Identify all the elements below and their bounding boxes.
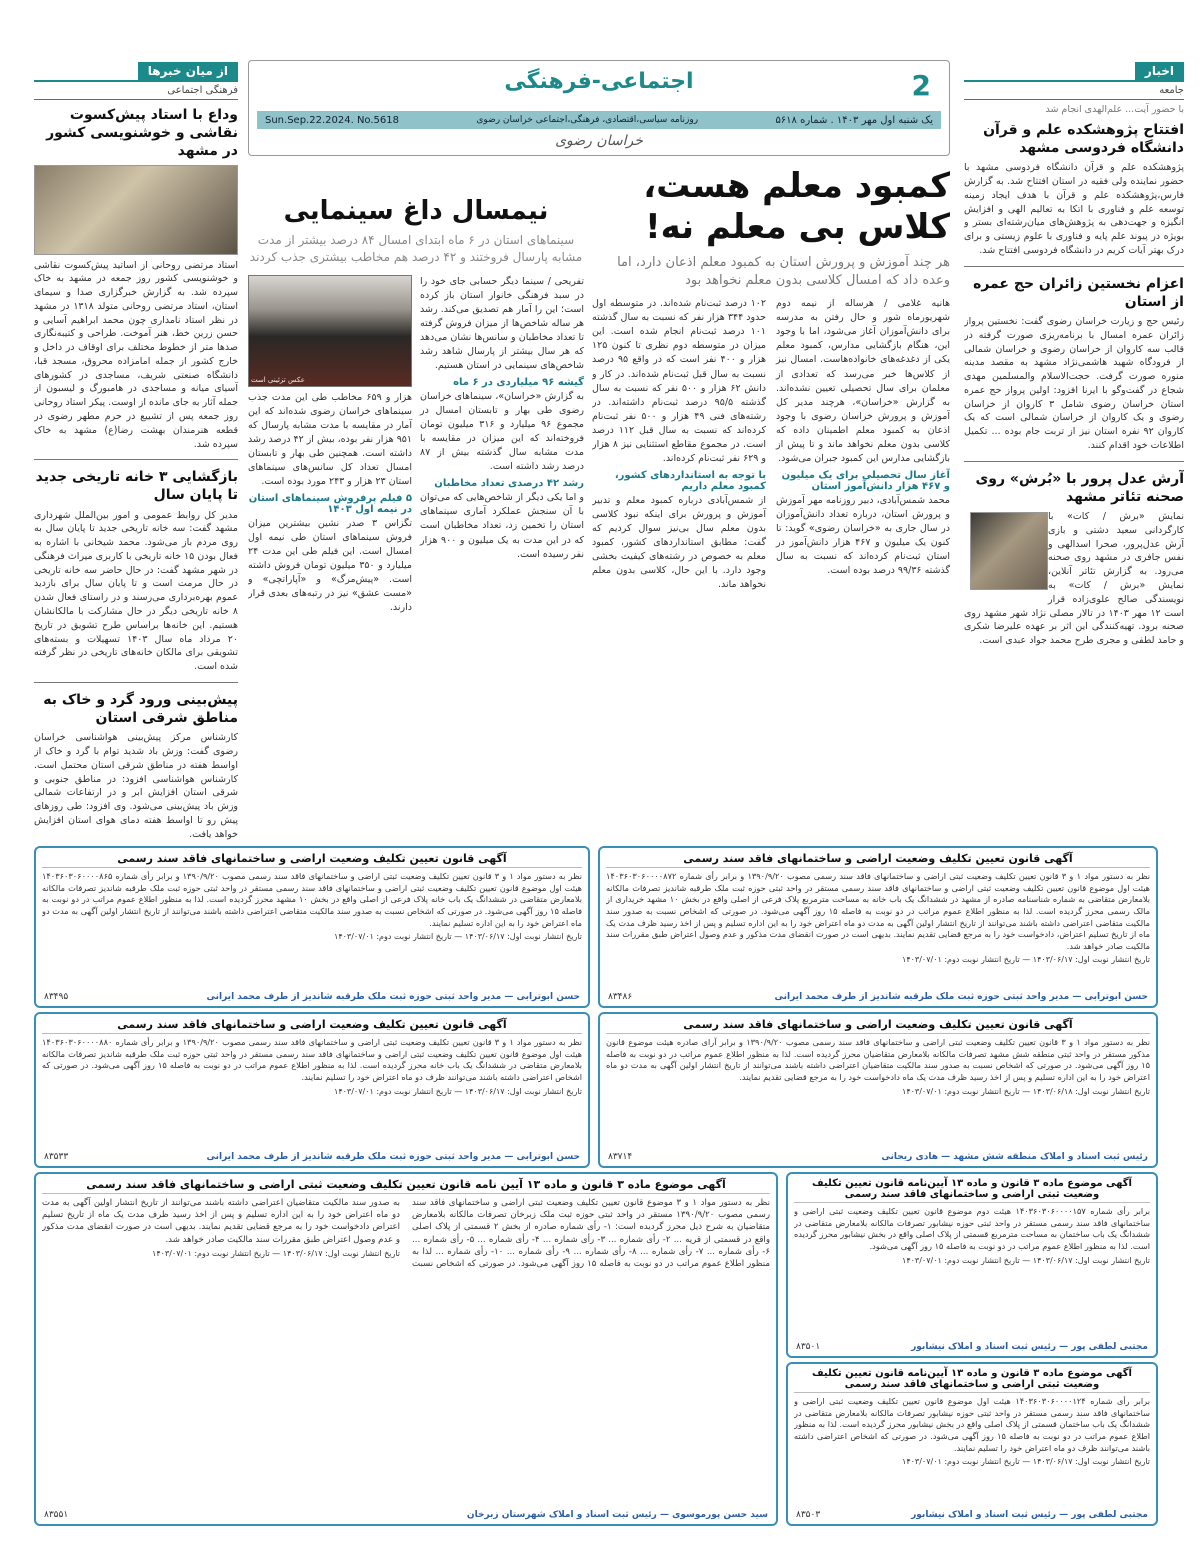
article-subhead: ۵ فیلم پرفروش سینماهای استان در نیمه اول ۱۴۰۳: [248, 493, 412, 516]
article-body: از شمس‌آبادی درباره کمبود معلم و تدبیر آموزش و پرورش برای اینکه نبود کلاسی بدون معلم سال بی‌نیز سوال کردیم که گفت: مطابق استانداردهای کشور، کمبود معلم به خصوص در رشته‌های کیفیت بخشی وجود دارد. با این حال، کلاسی بدون معلم نخواهد ماند.: [592, 494, 766, 591]
article-subhead: آغاز سال تحصیلی برای یک میلیون و ۴۶۷ هزار دانش‌آموز استان: [781, 469, 950, 492]
ad-signer: رئیس ثبت اسناد و املاک منطقه شش مشهد — هادی ریحانی: [881, 1152, 1148, 1162]
ad-dates: تاریخ انتشار نوبت اول: ۱۴۰۳/۰۶/۱۸ — تاریخ انتشار نوبت دوم: ۱۴۰۳/۰۷/۰۱: [902, 1086, 1150, 1096]
article-subhead: رشد ۴۲ درصدی تعداد مخاطبان: [434, 478, 584, 490]
ad-signer: مجتبی لطفی پور — رئیس ثبت اسناد و املاک نیشابور: [911, 1342, 1148, 1352]
ad-signer: حسن ابوترابی — مدیر واحد ثبتی حوزه ثبت ملک طرقبه شاندیز از طرف محمد ایرانی: [206, 1152, 580, 1162]
right-news-column: [964, 60, 1184, 840]
ad-dates: تاریخ انتشار نوبت اول: ۱۴۰۳/۰۶/۱۷ — تاریخ انتشار نوبت دوم: ۱۴۰۳/۰۷/۰۱: [334, 1086, 582, 1096]
main-headline-2: کلاس بی معلم نه!: [645, 206, 950, 247]
news-headline: آرش عدل پرور با «بُرش» روی صحنه تئاتر مشهد: [975, 470, 1184, 505]
ad-body: نظر به دستور مواد ۱ و ۳ قانون تعیین تکلیف وضعیت ثبتی اراضی و ساختمانهای فاقد سند رسمی مصوب ۱۳۹۰/۹/۲۰ و برابر رأی شماره ۱۴۰۳۶۰۳۰۶۰۰۰۰۸۷۲ هیئت اول موضوع قانون تعیین تکلیف وضعیت ثبتی اراضی و ساختمانهای فاقد سند رسمی مستقر در واحد ثبتی حوزه ثبت ملک طرقبه شاندیز تصرفات مالکانه بلامعارض متقاضی به شماره شناسنامه صادره از مشهد در ششدانگ یک باب خانه به مساحت مترمربع پلاک فرعی از اصلی واقع در بخش ۱۰ مشهد خریداری از مالک رسمی محرز گردیده است. لذا به منظور اطلاع عموم مراتب در دو نوبت به فاصله ۱۵ روز آگهی می‌شود. در صورتی که اشخاص نسبت به صدور سند مالکیت متقاضی اعتراضی داشته باشند می‌توانند از تاریخ انتشار اولین آگهی به مدت دو ماه اعتراض خود را به این اداره تسلیم و پس از اخذ رسید ظرف مدت یک ماه از تاریخ تسلیم اعتراض، دادخواست خود را به مرجع قضایی تقدیم نمایند. بدیهی است در صورت انقضای مدت مذکور و عدم وصول اعتراض طبق مقررات سند مالکیت صادر خواهد شد. تاریخ انتشار نوبت اول: ۱۴۰۳/۰۶/۱۷ — تاریخ انتشار نوبت دوم: ۱۴۰۳/۰۷/۰۱: [606, 871, 1150, 965]
artist-photo: [34, 165, 238, 255]
news-headline: وداع با استاد پیش‌کسوت نقاشی و خوشنویسی کشور در مشهد: [46, 107, 238, 160]
ad-code: ۸۳۵۰۱: [796, 1342, 821, 1352]
masthead: [248, 60, 950, 156]
article-body: ۱۰۲ درصد ثبت‌نام شده‌اند. در متوسطه اول حدود ۳۴۴ هزار نفر که نسبت به سال گذشته ۱۰۱ درصد ثبت‌نام انجام شده است. این میزان در متوسطه دوم نظری تا کنون ۱۲۵ هزار و ۴۰۰ نفر است که در واقع ۹۵ درصد نسبت به سال قبل ثبت‌نام شده‌اند. در کار و دانش ۶۲ هزار و ۵۰۰ نفر که نسبت به سال گذشته ۹۵/۵ درصد ثبت‌نام داشته‌اند. در رشته‌های فنی ۴۹ هزار و ۵۰۰ نفر ثبت‌نام کرده‌اند که نسبت به سال قبل ۱۱۲ درصد است. در مجموع مقاطع استثنایی نیز ۸ هزار و ۶۲۹ نفر ثبت‌نام کرده‌اند.: [592, 298, 767, 464]
legal-ad: [34, 846, 590, 1008]
article-body: تفریحی / سینما دیگر حسابی جای خود را در سبد فرهنگی خانوار استان باز کرده است؛ این را آمار هم تصدیق می‌کند. رشد هر ساله شاخص‌ها از میزان فروش گرفته تا تعداد مخاطبان و سانس‌ها نشان می‌دهد که هر سال بیشتر از پارسال شاهد رشد شاخص‌های سینمایی در استان هستیم.: [420, 275, 584, 372]
ad-title: آگهی موضوع ماده ۳ قانون و ماده ۱۳ آیین‌نامه قانون تعیین تکلیف وضعیت ثبتی اراضی و ساختمانهای فاقد سند رسمی: [794, 1368, 1150, 1393]
masthead-date: یک شنبه اول مهر ۱۴۰۳ . شماره ۵۶۱۸: [775, 114, 933, 126]
news-headline: افتتاح پژوهشکده علم و قرآن دانشگاه فردوسی مشهد: [983, 122, 1184, 157]
ad-title: آگهی موضوع ماده ۳ قانون و ماده ۱۳ آیین‌نامه قانون تعیین تکلیف وضعیت ثبتی اراضی و ساختمانهای فاقد سند رسمی: [794, 1178, 1150, 1203]
main-article: [592, 166, 950, 836]
legal-ad: [598, 846, 1158, 1008]
article-body: محمد شمس‌آبادی، دبیر روزنامه مهر آموزش و پرورش استان، درباره تعداد دانش‌آموزان در سال جاری به «خراسان رضوی» گوید: تا کنون یک میلیون و ۴۶۷ هزار دانش‌آموز در استان ثبت‌نام کرده‌اند که نسبت به سال گذشته ۹۹/۳۶ درصد بوده است.: [776, 494, 950, 577]
cinema-headline: نیمسال داغ سینمایی: [283, 196, 549, 226]
article-subhead: با توجه به استانداردهای کشور، کمبود معلم داریم: [614, 469, 766, 492]
ad-body: برابر رأی شماره ۱۴۰۳۶۰۳۰۶۰۰۰۰۱۲۴ هیئت اول موضوع قانون تعیین تکلیف وضعیت ثبتی اراضی و ساختمانهای فاقد سند رسمی مستقر در واحد ثبتی حوزه نیشابور تصرفات مالکانه بلامعارض متقاضی در ششدانگ یک باب ساختمان قسمتی از پلاک اصلی واقع در بخش نیشابور محرز گردیده است. لذا به منظور اطلاع عموم مراتب در دو نوبت به فاصله ۱۵ روز آگهی می‌شود. در صورتی که اشخاص اعتراضی داشته باشند می‌توانند ظرف دو ماه اعتراض خود را تسلیم نمایند. تاریخ انتشار نوبت اول: ۱۴۰۳/۰۶/۱۷ — تاریخ انتشار نوبت دوم: ۱۴۰۳/۰۷/۰۱: [794, 1396, 1150, 1467]
actor-photo: [970, 512, 1048, 590]
news-headline: اعزام نخستین زائران حج عمره از استان: [973, 275, 1184, 310]
news-body: کارشناس مرکز پیش‌بینی هواشناسی خراسان رضوی گفت: وزش باد شدید توام با گرد و خاک از اواسط هفته در مناطق شرقی استان محتمل است. کارشناس هواشناسی افزود: در مناطق جنوبی و شرقی استان افزایش ابر و در ارتفاعات شمالی وزش باد پیش‌بینی می‌شود. وی افزود: طی روزهای پیش رو تا اواسط هفته دمای هوای استان افزایش خواهد یافت.: [34, 732, 238, 840]
article-body: تگزاس ۳ صدر نشین بیشترین میزان فروش سینماهای استان طی نیمه اول امسال است. این فیلم طی این مدت ۲۴ میلیارد و ۳۵۰ میلیون تومان فروش داشته است. «پیش‌مرگ» و «آپاراتچی» و «مست عشق» نیز در رتبه‌های بعدی قرار دارند.: [248, 518, 413, 614]
divider: [34, 682, 238, 683]
section-tab: از میان خبرها: [138, 62, 238, 80]
article-body: هانیه غلامی / هرساله از نیمه دوم شهریورماه شور و حال رفتن به مدرسه برای دانش‌آموزان آغاز می‌شود، اما با وجود این، هنگام بازگشایی مدارس، کمبود معلم یکی از دغدغه‌های خانواده‌هاست. امسال نیز از کلاس‌ها خبر می‌رسد که تعدادی از معلمان برای سال تحصیلی تعیین نشده‌اند. به گزارش «خراسان»، هرچند مدیر کل آموزش و پرورش خراسان رضوی با وجود اذعان به کمبود معلم اطمینان داده که کلاسی بدون معلم نخواهد ماند و تا پیش از بازگشایی مدارس این کمبود جبران می‌شود.: [776, 298, 950, 464]
ad-code: ۸۳۵۳۳: [44, 1152, 69, 1162]
ad-dates: تاریخ انتشار نوبت اول: ۱۴۰۳/۰۶/۱۷ — تاریخ انتشار نوبت دوم: ۱۴۰۳/۰۷/۰۱: [152, 1248, 400, 1258]
article-body: به گزارش «خراسان»، سینماهای خراسان رضوی طی بهار و تابستان امسال در مجموع ۹۶ میلیارد و ۳۱۶ میلیون تومان فروخته‌اند که این میزان در مقایسه با مدت مشابه سال گذشته بیش از ۸۷ درصد رشد داشته است.: [420, 391, 584, 473]
section-subtitle: جامعه: [964, 82, 1184, 100]
masthead-band: [257, 111, 941, 129]
ad-body: نظر به دستور مواد ۱ و ۳ قانون تعیین تکلیف وضعیت ثبتی اراضی و ساختمانهای فاقد سند رسمی مصوب ۱۳۹۰/۹/۲۰ و برابر آرای صادره هیئت موضوع قانون مذکور مستقر در واحد ثبتی منطقه شش مشهد تصرفات مالکانه بلامعارض متقاضیان محرز گردیده است. لذا به منظور اطلاع عموم مراتب در دو نوبت به فاصله ۱۵ روز آگهی می‌شود. در صورتی که اشخاص نسبت به صدور سند مالکیت متقاضیان اعتراضی داشته باشند می‌توانند از تاریخ انتشار اولین آگهی به مدت دو ماه اعتراض خود را به این اداره تسلیم و پس از اخذ رسید ظرف مدت یک ماه دادخواست خود را به مرجع قضایی تقدیم نمایند. تاریخ انتشار نوبت اول: ۱۴۰۳/۰۶/۱۸ — تاریخ انتشار نوبت دوم: ۱۴۰۳/۰۷/۰۱: [606, 1037, 1150, 1096]
ad-title: آگهی قانون تعیین تکلیف وضعیت اراضی و ساختمانهای فاقد سند رسمی: [606, 852, 1150, 868]
news-body: استاد مرتضی روحانی از اساتید پیش‌کسوت نقاشی و خوشنویسی کشور روز جمعه در مشهد به خاک سپرده شد. به گزارش خبرگزاری صدا و سیمای استان، استاد مرتضی روحانی متولد ۱۳۱۸ در مشهد در نظر استاد نامداری چون محمد ابراهیم آسایی و حسن زرین خط، هنر آموخت. طراحی و کتیبه‌نگاری صدها متر از خطوط مختلف برای اوقاف در داخل و خارج کشور از جمله امامزاده محروق، مسجد قبا، دانشگاه صنعتی شریف، مساجدی در کشورهای آسیای میانه و مساجدی در هامبورگ و لیسبون از جمله آثار به جای مانده از اوست. پیکر استاد روحانی روز جمعه پس از تشییع در حرم مطهر رضوی در قطعه هنرمندان بهشت رضا(ع) مشهد به خاک سپرده شد.: [34, 259, 238, 450]
left-news-column: [34, 60, 238, 840]
news-headline: بازگشایی ۳ خانه تاریخی جدید تا پایان سال: [35, 469, 238, 504]
ad-code: ۸۳۷۱۴: [608, 1152, 633, 1162]
cinema-lead: سینماهای استان در ۶ ماه ابتدای امسال ۸۴ درصد بیشتر از مدت مشابه پارسال فروختند و ۴۲ درصد هم مخاطب بیشتری جذب کردند: [249, 233, 583, 265]
article-body: و اما یکی دیگر از شاخص‌هایی که می‌توان با آن سنجش عملکرد آماری سینماهای استان را تخمین زد، تعداد مخاطبان است که در این مدت به یک میلیون و ۹۰۰ هزار نفر رسیده است.: [420, 492, 584, 560]
section-tab: اخبار: [1135, 62, 1184, 80]
legal-ad: [34, 1012, 590, 1168]
ad-title: آگهی موضوع ماده ۳ قانون و ماده ۱۳ آیین نامه قانون تعیین تکلیف وضعیت ثبتی اراضی و ساختمانهای فاقد سند رسمی: [42, 1178, 770, 1194]
masthead-tagline: روزنامه سیاسی،اقتصادی، فرهنگی،اجتماعی خراسان رضوی: [476, 115, 699, 125]
ad-dates: تاریخ انتشار نوبت اول: ۱۴۰۳/۰۶/۱۷ — تاریخ انتشار نوبت دوم: ۱۴۰۳/۰۷/۰۱: [902, 955, 1150, 965]
ad-title: آگهی قانون تعیین تکلیف وضعیت اراضی و ساختمانهای فاقد سند رسمی: [42, 852, 582, 868]
news-body: پژوهشکده علم و قرآن دانشگاه فردوسی مشهد با حضور نماینده ولی فقیه در استان افتتاح شد. به گزارش فارس،پژوهشکده علم و قرآن با هدف ایجاد زمینه توسعه علم و فناوری با اتکا به تعالیم الهی و افزایش انگیزه و جهت‌دهی به پژوهش‌های میان‌رشته‌ای بستر و بویژه در پیوند علم پایه و فناوری با علوم زیستی و برای درک بهتر آیات کریم در دانشگاه فردوسی افتتاح شد.: [964, 162, 1184, 256]
legal-ad: [34, 1172, 778, 1526]
article-body: هزار و ۶۵۹ مخاطب طی این مدت جذب سینماهای خراسان رضوی شده‌اند که این آمار در مقایسه با مدت مشابه پارسال که ۹۵۱ هزار نفر بوده، بیش از ۴۲ درصد رشد داشته است. همچنین طی بهار و تابستان امسال تعداد کل سانس‌های سینماهای استان ۲۳ هزار و ۲۴۳ مورد بوده است.: [248, 391, 412, 488]
cinema-article: [248, 196, 584, 836]
ad-signer: حسن ابوترابی — مدیر واحد ثبتی حوزه ثبت ملک طرقبه شاندیز از طرف محمد ایرانی: [206, 992, 580, 1002]
news-body: نمایش «برش / کات» با کارگردانی سعید دشتی و بازی آرش عدل‌پرور، صحرا اسدالهی و نفس جافری در مشهد روی صحنه می‌رود. به گزارش تئاتر آنلاین، نمایش «برش / کات» به نویسندگی صالح علوی‌زاده قرار است ۱۲ مهر ۱۴۰۳ در تالار مصلی نژاد شهر مشهد روی صحنه برود. تهیه‌کنندگی این اثر بر عهده علیرضا شکری و حامد لطفی و مجری طرح محمد جواد عبدی است.: [964, 511, 1184, 647]
news-headline: پیش‌بینی ورود گرد و خاک به مناطق شرقی استان: [43, 691, 238, 727]
article-subhead: گیشه ۹۶ میلیاردی در ۶ ماه: [453, 377, 584, 389]
ad-code: ۸۳۵۵۱: [44, 1510, 69, 1520]
page-number: 2: [911, 69, 931, 102]
ad-title: آگهی قانون تعیین تکلیف وضعیت اراضی و ساختمانهای فاقد سند رسمی: [606, 1018, 1150, 1034]
news-body: رئیس حج و زیارت خراسان رضوی گفت: نخستین پرواز زائران عمره امسال با برنامه‌ریزی صورت گرفته در قالب سه کاروان از خراسان رضوی و خراسان شمالی از فرودگاه شهید هاشمی‌نژاد مشهد به مقصد مدینه منوره صورت گرفت. حجت‌الاسلام والمسلمین مهدی شجاع در گفت‌وگو با ایرنا افزود: اولین پرواز حج عمره استان خراسان رضوی شامل ۳ کاروان از خراسان رضوی و یک کاروان از خراسان شمالی است که یک کاروان ۹۲ نفره استان نیز از تربت جام بوده ... تکمیل اطلاعات خود اقدام کنند.: [964, 316, 1184, 451]
main-lead: هر چند آموزش و پرورش استان به کمبود معلم اذعان دارد، اما وعده داد که امسال کلاسی بدون معلم نخواهد بود: [617, 254, 950, 289]
divider: [964, 461, 1184, 462]
ad-body: نظر به دستور مواد ۱ و ۳ موضوع قانون تعیین تکلیف وضعیت ثبتی اراضی و ساختمانهای فاقد سند رسمی مصوب ۱۳۹۰/۹/۲۰ مستقر در واحد ثبتی حوزه ثبت ملک زبرخان تصرفات مالکانه بلامعارض متقاضیان به شرح ذیل محرز گردیده است: ۱- رأی شماره صادره از بخش ۲ قسمتی از پلاک اصلی واقع در قسمتی از قریه ... ۲- رأی شماره ... ۳- رأی شماره ... ۴- رأی شماره ... ۵- رأی شماره ... ۶- رأی شماره ... ۷- رأی شماره ... ۸- رأی شماره ... ۹- رأی شماره ... ۱۰- رأی شماره ... لذا به منظور اطلاع عموم مراتب در دو نوبت به فاصله ۱۵ روز آگهی می‌شود. در صورتی که اشخاص نسبت به صدور سند مالکیت متقاضیان اعتراضی داشته باشند می‌توانند از تاریخ انتشار اولین آگهی به مدت دو ماه اعتراض خود را به این اداره تسلیم و پس از اخذ رسید ظرف مدت یک ماه از تاریخ تسلیم اعتراض دادخواست خود را به مرجع قضایی تقدیم نمایند. بدیهی است در صورت انقضای مدت مذکور و عدم وصول اعتراض طبق مقررات سند مالکیت صادر خواهد شد. تاریخ انتشار نوبت اول: ۱۴۰۳/۰۶/۱۷ — تاریخ انتشار نوبت دوم: ۱۴۰۳/۰۷/۰۱: [42, 1198, 770, 1270]
legal-ad: [598, 1012, 1158, 1168]
ad-dates: تاریخ انتشار نوبت اول: ۱۴۰۳/۰۶/۱۷ — تاریخ انتشار نوبت دوم: ۱۴۰۳/۰۷/۰۱: [902, 1457, 1150, 1467]
ad-body: نظر به دستور مواد ۱ و ۳ قانون تعیین تکلیف وضعیت ثبتی اراضی و ساختمانهای فاقد سند رسمی مصوب ۱۳۹۰/۹/۲۰ و برابر رأی شماره ۱۴۰۳۶۰۳۰۶۰۰۰۰۸۶۵ هیئت اول موضوع قانون تعیین تکلیف وضعیت ثبتی اراضی و ساختمانهای فاقد سند رسمی مستقر در واحد ثبتی حوزه ثبت ملک طرقبه شاندیز تصرفات مالکانه بلامعارض متقاضی در ششدانگ یک باب خانه پلاک فرعی از اصلی واقع در بخش ۱۰ مشهد محرز گردیده است. لذا به منظور اطلاع عموم مراتب در دو نوبت به فاصله ۱۵ روز آگهی می‌شود. در صورتی که اشخاص نسبت به صدور سند مالکیت متقاضی اعتراضی داشته باشند می‌توانند از تاریخ انتشار اولین آگهی به مدت دو ماه اعتراض خود را به این اداره تسلیم نمایند. تاریخ انتشار نوبت اول: ۱۴۰۳/۰۶/۱۷ — تاریخ انتشار نوبت دوم: ۱۴۰۳/۰۷/۰۱: [42, 871, 582, 942]
ad-code: ۸۳۴۹۵: [44, 992, 69, 1002]
news-body: مدیر کل روابط عمومی و امور بین‌الملل شهرداری مشهد گفت: سه خانه تاریخی جدید تا پایان سال به روی مردم باز می‌شود. محمد شیخانی با اشاره به فعال بودن ۱۵ خانه تاریخی با کاربری میراث فرهنگی در شهر مشهد گفت: در حال حاضر سه خانه تاریخی در حال مرمت است و تا پایان سال برای بازدید عموم بهره‌برداری می‌رسند و در راستای فعال شدن ۸ خانه تاریخی دیگر در حال مشارکت با مالکانشان هستیم. این خانه‌ها براساس طرح تشویق در تاریخ ۲۰ مرداد ماه سال ۱۴۰۳ تسهیلات و بسته‌های تشویقی برای مالکان خانه‌های تاریخی در نظر گرفته شده است.: [34, 509, 238, 673]
photo-caption: عکس تزئینی است: [251, 375, 305, 384]
main-headline-1: کمبود معلم هست،: [643, 166, 950, 206]
ad-title: آگهی قانون تعیین تکلیف وضعیت اراضی و ساختمانهای فاقد سند رسمی: [42, 1018, 582, 1034]
masthead-date-latin: Sun.Sep.22.2024. No.5618: [265, 114, 399, 126]
ad-dates: تاریخ انتشار نوبت اول: ۱۴۰۳/۰۶/۱۷ — تاریخ انتشار نوبت دوم: ۱۴۰۳/۰۷/۰۱: [902, 1255, 1150, 1265]
ad-signer: مجتبی لطفی پور — رئیس ثبت اسناد و املاک نیشابور: [911, 1510, 1148, 1520]
cinema-photo: [248, 275, 412, 387]
ad-body: برابر رأی شماره ۱۴۰۳۶۰۳۰۶۰۰۰۰۱۵۷ هیئت دوم موضوع قانون تعیین تکلیف وضعیت ثبتی اراضی و ساختمانهای فاقد سند رسمی مستقر در واحد ثبتی حوزه نیشابور تصرفات مالکانه بلامعارض متقاضی در ششدانگ یک باب ساختمان به مساحت مترمربع قسمتی از پلاک اصلی واقع در بخش نیشابور محرز گردیده است. لذا به منظور اطلاع عموم مراتب در دو نوبت به فاصله ۱۵ روز آگهی می‌شود. تاریخ انتشار نوبت اول: ۱۴۰۳/۰۶/۱۷ — تاریخ انتشار نوبت دوم: ۱۴۰۳/۰۷/۰۱: [794, 1206, 1150, 1265]
section-title: اجتماعی-فرهنگی: [504, 69, 694, 94]
legal-ad: [786, 1172, 1158, 1358]
ad-signer: سید حسن پورموسوی — رئیس ثبت اسناد و املاک شهرستان زبرخان: [466, 1510, 768, 1520]
ad-code: ۸۳۴۸۶: [608, 992, 633, 1002]
ad-dates: تاریخ انتشار نوبت اول: ۱۴۰۳/۰۶/۱۷ — تاریخ انتشار نوبت دوم: ۱۴۰۳/۰۷/۰۱: [334, 932, 582, 942]
divider: [34, 459, 238, 460]
divider: [964, 266, 1184, 267]
ad-signer: حسن ابوترابی — مدیر واحد ثبتی حوزه ثبت ملک طرقبه شاندیز از طرف محمد ایرانی: [774, 992, 1148, 1002]
ad-body: نظر به دستور مواد ۱ و ۳ قانون تعیین تکلیف وضعیت ثبتی اراضی و ساختمانهای فاقد سند رسمی مصوب ۱۳۹۰/۹/۲۰ و برابر رأی شماره ۱۴۰۳۶۰۳۰۶۰۰۰۰۸۸۰ هیئت اول موضوع قانون تعیین تکلیف وضعیت ثبتی اراضی و ساختمانهای فاقد سند رسمی مستقر در واحد ثبتی حوزه ثبت ملک طرقبه شاندیز تصرفات مالکانه بلامعارض متقاضی در ششدانگ یک باب خانه محرز گردیده است. لذا به منظور اطلاع عموم مراتب در دو نوبت به فاصله ۱۵ روز آگهی می‌شود. در صورتی که اشخاص اعتراضی داشته باشند می‌توانند ظرف دو ماه اعتراض خود را تسلیم نمایند. تاریخ انتشار نوبت اول: ۱۴۰۳/۰۶/۱۷ — تاریخ انتشار نوبت دوم: ۱۴۰۳/۰۷/۰۱: [42, 1037, 582, 1096]
news-kicker: با حضور آیت... علم‌الهدی انجام شد: [1045, 104, 1184, 115]
legal-ad: [786, 1362, 1158, 1526]
ad-code: ۸۳۵۰۳: [796, 1510, 821, 1520]
section-subtitle: فرهنگی اجتماعی: [34, 82, 238, 100]
newspaper-logo: خراسان رضوی: [555, 133, 643, 149]
